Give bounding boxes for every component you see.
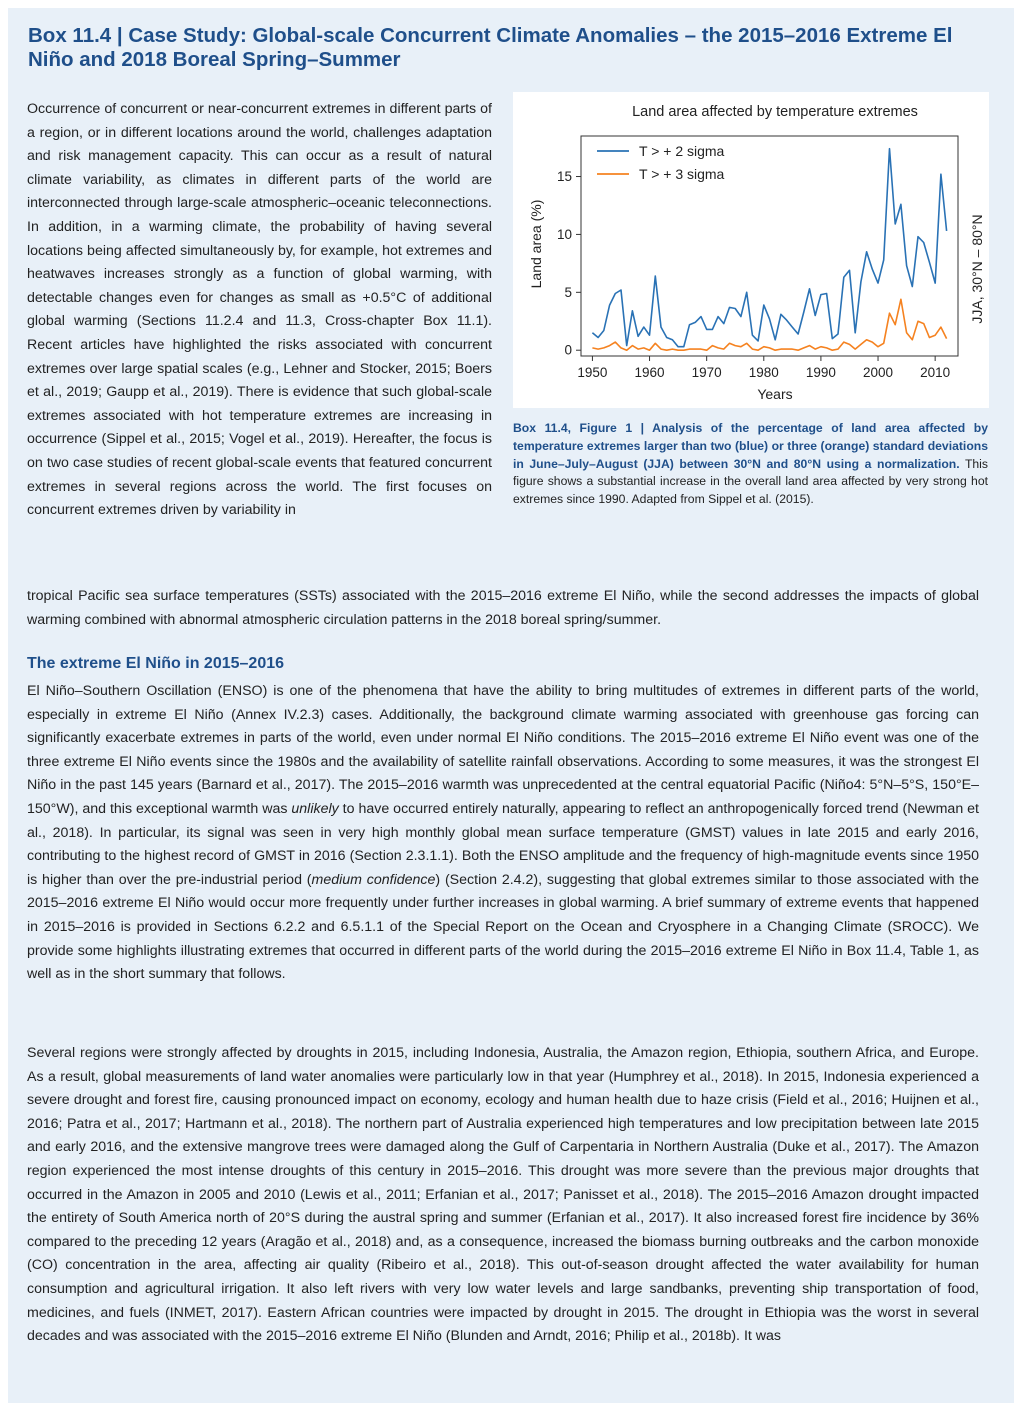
intro-continued-paragraph: tropical Pacific sea surface temperatures (SSTs) associated with the 2015–2016 extreme El Niño, while the second addresses the impacts of global warming combined with abnormal atmospheric circulation patterns in the 2018 boreal spring/summer. <box>27 588 979 628</box>
section-heading: The extreme El Niño in 2015–2016 <box>27 655 285 672</box>
legend-label: T > + 2 sigma <box>639 143 725 159</box>
plot-frame <box>581 136 958 356</box>
x-tick-label: 1980 <box>748 365 779 380</box>
figure-caption <box>513 420 988 509</box>
y-tick-label: 5 <box>564 284 572 300</box>
chart-title: Land area affected by temperature extremes <box>632 104 918 120</box>
confidence-term: medium confidence <box>311 871 436 888</box>
caption-lead: Box 11.4, Figure 1 | Analysis of the percentage of land area affected by temperature extremes larger than two (blue) or three (orange) standard deviations in June–July–August (JJA) between 30°N and 80°N using a normalization. <box>513 421 988 471</box>
x-tick-label: 2010 <box>920 365 951 380</box>
intro-paragraph: Occurrence of concurrent or near-concurrent extremes in different parts of a region, or in different locations around the world, challenges adaptation and risk management capacity. This can occur as a result of natural climate variability, as climates in different parts of the world are interconnected through large-scale atmospheric–oceanic teleconnections. In addition, in a warming climate, the probability of having several locations being affected simultaneously by, for example, hot extremes and heatwaves increases strongly as a function of global warming, with detectable changes even for changes as small as +0.5°C of additional global warming (Sections 11.2.4 and 11.3, Cross-chapter Box 11.1). Recent articles have highlighted the risks associated with concurrent extremes over large spatial scales (e.g., Lehner and Stocker, 2015; Boers et al., 2019; Gaupp et al., 2019). There is evidence that such global-scale extremes associated with hot temperature extremes are increasing in occurrence (Sippel et al., 2015; Vogel et al., 2019). Hereafter, the focus is on two case studies of recent global-scale events that featured concurrent extremes in several regions across the world. The first focuses on concurrent extremes driven by variability in <box>27 101 492 519</box>
y-tick-label: 10 <box>556 226 572 242</box>
x-axis-label: Years <box>757 386 793 402</box>
x-tick-label: 1990 <box>805 365 836 380</box>
y-axis-label: Land area (%) <box>528 199 544 289</box>
x-tick-label: 1970 <box>691 365 722 380</box>
x-tick-label: 1950 <box>577 365 608 380</box>
chart-figure <box>513 92 989 408</box>
x-tick-label: 1960 <box>634 365 665 380</box>
likelihood-term: unlikely <box>291 800 339 817</box>
el-nino-text-a: El Niño–Southern Oscillation (ENSO) is one of the phenomena that have the ability to bring multitudes of extremes in different parts of the world, especially in extreme El Niño (Annex IV.2.3) cases. Additionally, the background climate warming associated with greenhouse gas forcing can significantly exacerbate extremes in parts of the world, even under normal El Niño conditions. The 2015–2016 extreme El Niño event was one of the three extreme El Niño events since the 1980s and the availability of satellite rainfall observations. According to some measures, it was the strongest El Niño in the past 145 years (Barnard et al., 2017). The 2015–2016 warmth was unprecedented at the central equatorial Pacific (Niño4: 5°N–5°S, 150°E–150°W), and this exceptional warmth was <box>27 683 979 817</box>
chart-legend <box>597 143 725 182</box>
caption-body: This figure shows a substantial increase in the overall land area affected by very strong hot extremes since 1990. Adapted from Sippel et al. (2015). <box>513 456 988 507</box>
x-tick-label: 2000 <box>863 365 894 380</box>
box-title: Box 11.4 | Case Study: Global-scale Concurrent Climate Anomalies – the 2015–2016 Extreme El Niño and 2018 Boreal Spring–Summer <box>28 24 953 71</box>
legend-label: T > + 3 sigma <box>639 166 725 182</box>
right-axis-label: JJA, 30°N – 80°N <box>969 214 985 324</box>
el-nino-text-c: ) (Section 2.4.2), suggesting that global extremes similar to those associated with the 2015–2016 extreme El Niño would occur more frequently under further increases in global warming. A brief summary of extreme events that happened in 2015–2016 is provided in Sections 6.2.2 and 6.5.1.1 of the Special Report on the Ocean and Cryosphere in a Changing Climate (SROCC). We provide some highlights illustrating extremes that occurred in different parts of the world during the 2015–2016 extreme El Niño in Box 11.4, Table 1, as well as in the short summary that follows. <box>27 871 980 983</box>
droughts-paragraph: Several regions were strongly affected by droughts in 2015, including Indonesia, Australia, the Amazon region, Ethiopia, southern Africa, and Europe. As a result, global measurements of land water anomalies were particularly low in that year (Humphrey et al., 2018). In 2015, Indonesia experienced a severe drought and forest fire, causing pronounced impact on economy, ecology and human health due to haze crisis (Field et al., 2016; Huijnen et al., 2016; Patra et al., 2017; Hartmann et al., 2018). The northern part of Australia experienced high temperatures and low precipitation between late 2015 and early 2016, and the extensive mangrove trees were damaged along the Gulf of Carpentaria in Northern Australia (Duke et al., 2017). The Amazon region experienced the most intense droughts of this century in 2015–2016. This drought was more severe than the previous major droughts that occurred in the Amazon in 2005 and 2010 (Lewis et al., 2011; Erfanian et al., 2017; Panisset et al., 2018). The 2015–2016 Amazon drought impacted the entirety of South America north of 20°S during the austral spring and summer (Erfanian et al., 2017). It also increased forest fire incidence by 36% compared to the preceding 12 years (Aragão et al., 2018) and, as a consequence, increased the biomass burning outbreaks and the carbon monoxide (CO) concentration in the area, affecting air quality (Ribeiro et al., 2018). This out-of-season drought affected the water availability for human consumption and agricultural irrigation. It also left rivers with very low water levels and large sandbanks, preventing ship transportation of food, medicines, and fuels (INMET, 2017). Eastern African countries were impacted by drought in 2015. The drought in Ethiopia was the worst in several decades and was associated with the 2015–2016 extreme El Niño (Blunden and Arndt, 2016; Philip et al., 2018b). It was <box>27 1045 979 1345</box>
land-area-chart <box>513 92 989 408</box>
series-line-sigma3 <box>592 299 946 350</box>
el-nino-text-b: to have occurred entirely naturally, appearing to reflect an anthropogenically forced trend (Newman et al., 2018). In particular, its signal was seen in very high monthly global mean surface temperature (GMST) values in late 2015 and early 2016, contributing to the highest record of GMST in 2016 (Section 2.3.1.1). Both the ENSO amplitude and the frequency of high-magnitude events since 1950 is higher than over the pre-industrial period ( <box>27 800 979 888</box>
y-tick-label: 15 <box>556 169 572 185</box>
el-nino-paragraph <box>27 680 979 987</box>
y-tick-label: 0 <box>564 342 572 358</box>
